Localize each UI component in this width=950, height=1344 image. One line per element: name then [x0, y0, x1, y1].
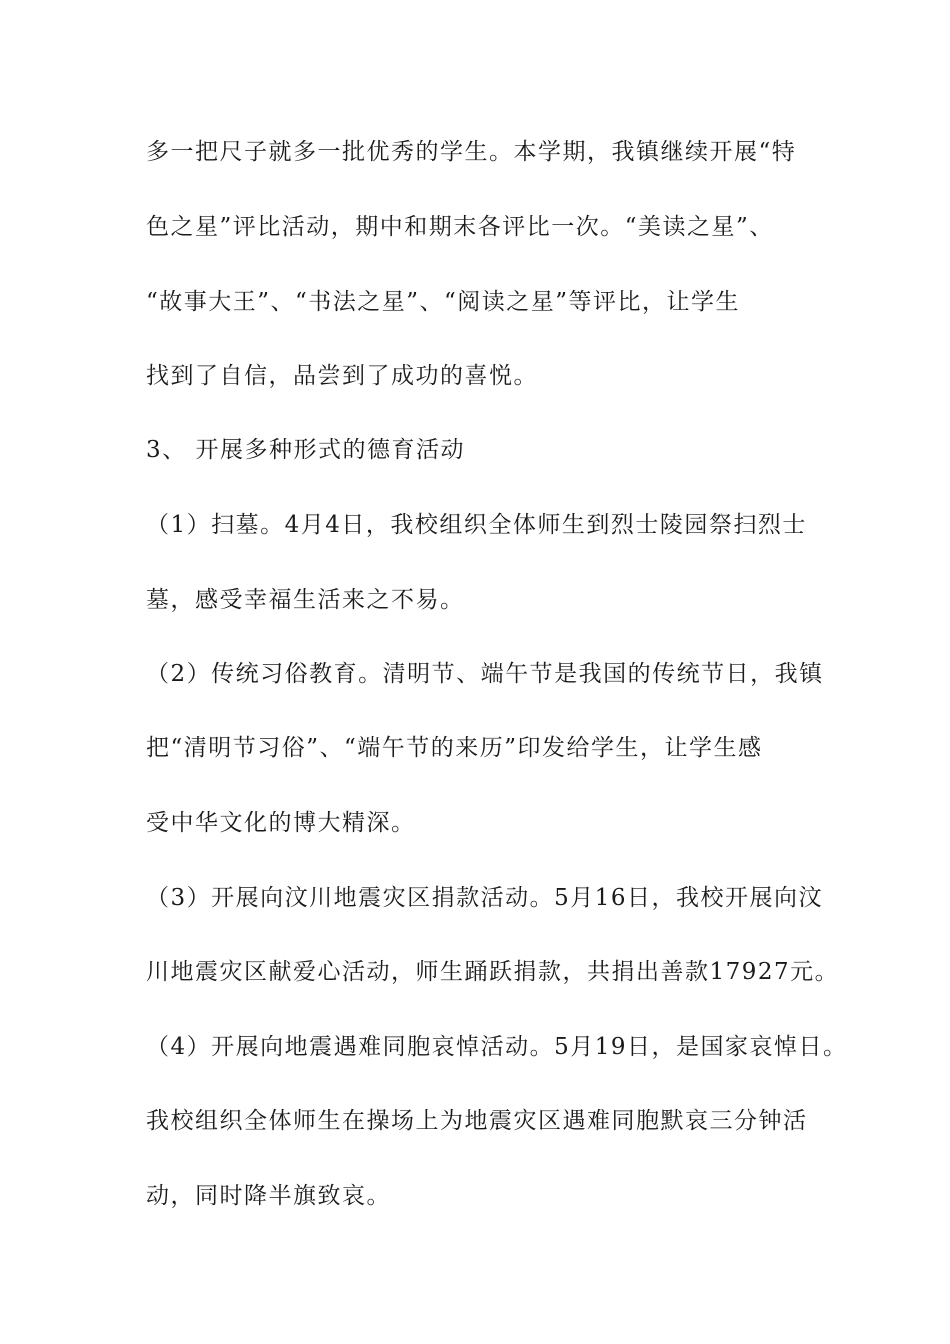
paragraph-line: 受中华文化的博大精深。 [146, 810, 416, 836]
paragraph-line: （4）开展向地震遇难同胞哀悼活动。5月19日，是国家哀悼日。 [146, 1034, 848, 1060]
paragraph-line: 找到了自信，品尝到了成功的喜悦。 [146, 363, 538, 389]
paragraph-line: 动，同时降半旗致哀。 [146, 1183, 391, 1209]
paragraph-line: 川地震灾区献爱心活动，师生踊跃捐款，共捐出善款17927元。 [146, 959, 840, 985]
section-heading: 3、 开展多种形式的德育活动 [146, 437, 465, 463]
paragraph-line: 色之星”评比活动，期中和期末各评比一次。“美读之星”、 [146, 214, 774, 240]
paragraph-line: 我校组织全体师生在操场上为地震灾区遇难同胞默哀三分钟活 [146, 1108, 808, 1134]
paragraph-line: （2）传统习俗教育。清明节、端午节是我国的传统节日，我镇 [146, 661, 824, 687]
paragraph-line: 多一把尺子就多一批优秀的学生。本学期，我镇继续开展“特 [146, 139, 797, 165]
paragraph-line: 墓，感受幸福生活来之不易。 [146, 587, 465, 613]
paragraph-line: （3）开展向汶川地震灾区捐款活动。5月16日，我校开展向汶 [146, 885, 824, 911]
paragraph-line: “故事大王”、“书法之星”、“阅读之星”等评比，让学生 [146, 289, 741, 315]
paragraph-line: （1）扫墓。4月4日，我校组织全体师生到烈士陵园祭扫烈士 [146, 512, 807, 538]
paragraph-line: 把“清明节习俗”、“端午节的来历”印发给学生，让学生感 [146, 735, 763, 761]
